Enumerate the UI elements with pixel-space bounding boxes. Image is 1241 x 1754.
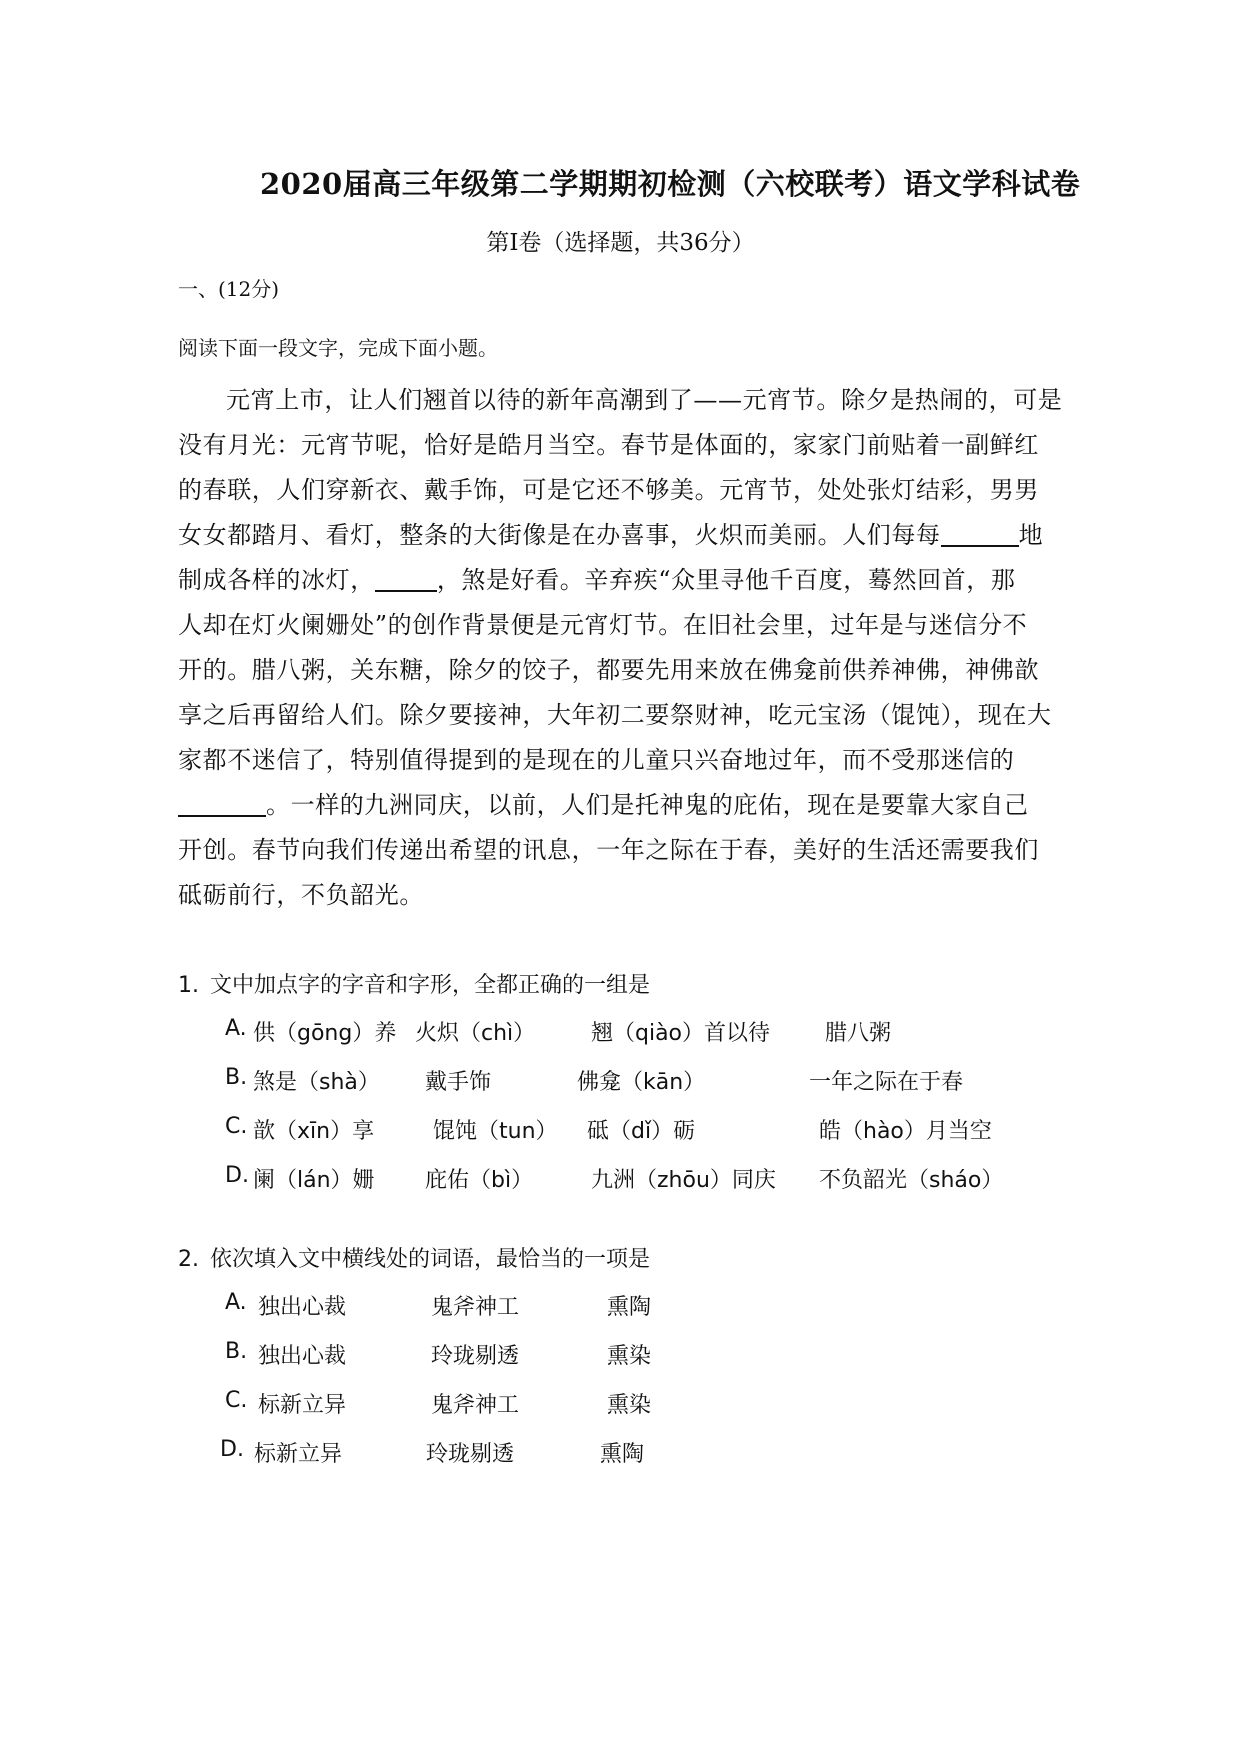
option-item: 标新立异 — [258, 1393, 347, 1418]
passage-line — [178, 513, 1063, 558]
option-item: 熏陶 — [607, 1295, 652, 1320]
q1-option-c[interactable] — [225, 1114, 1025, 1144]
option-letter: A. — [225, 1290, 247, 1315]
fill-blank-2 — [375, 564, 437, 592]
passage-line: 砥砺前行，不负韶光。 — [178, 881, 424, 909]
option-letter: D. — [220, 1437, 244, 1462]
option-item: 戴手饰 — [425, 1070, 492, 1095]
option-item: 皓（hào）月当空 — [819, 1119, 992, 1144]
section-label: 一、(12分) — [178, 277, 280, 301]
fill-blank-1 — [941, 519, 1019, 547]
option-letter: A. — [225, 1016, 247, 1041]
question-number: 1. — [178, 973, 199, 998]
question-text: 文中加点字的字音和字形，全都正确的一组是 — [210, 973, 651, 998]
passage-text: 制成各样的冰灯， — [178, 566, 375, 594]
option-item: 鬼斧神工 — [431, 1295, 520, 1320]
q2-option-a[interactable] — [225, 1290, 825, 1320]
option-item: 一年之际在于春 — [809, 1070, 964, 1095]
option-item: 九洲（zhōu）同庆 — [591, 1168, 776, 1193]
q2-option-b[interactable] — [225, 1339, 825, 1369]
passage-text: 。一样的九洲同庆，以前，人们是托神鬼的庇佑，现在是要靠大家自己 — [266, 791, 1029, 819]
passage-text: 地 — [1018, 521, 1044, 549]
option-item: 玲珑剔透 — [426, 1442, 515, 1467]
option-item: 独出心裁 — [258, 1295, 347, 1320]
q1-option-d[interactable] — [225, 1163, 1025, 1193]
option-item: 独出心裁 — [258, 1344, 347, 1369]
exam-subtitle: 第Ⅰ卷（选择题，共36分） — [486, 230, 755, 256]
question-2-stem — [178, 1242, 650, 1273]
q2-option-d[interactable] — [220, 1437, 820, 1467]
passage-line: 开创。春节向我们传递出希望的讯息，一年之际在于春，美好的生活还需要我们 — [178, 836, 1039, 864]
option-item: 熏染 — [607, 1393, 652, 1418]
option-item: 供（gōng）养 — [253, 1021, 397, 1046]
option-item: 熏陶 — [600, 1442, 645, 1467]
option-item: 腊八粥 — [825, 1021, 892, 1046]
q1-option-b[interactable] — [225, 1065, 1025, 1095]
option-item: 标新立异 — [254, 1442, 343, 1467]
option-letter: C. — [225, 1388, 248, 1413]
passage-line: 享之后再留给人们。除夕要接神，大年初二要祭财神，吃元宝汤（馄饨），现在大 — [178, 701, 1052, 729]
question-1-stem — [178, 968, 650, 999]
option-item: 佛龛（kān） — [577, 1070, 706, 1095]
option-item: 不负韶光（sháo） — [819, 1168, 1004, 1193]
passage-line: 的春联，人们穿新衣、戴手饰，可是它还不够美。元宵节，处处张灯结彩，男男 — [178, 476, 1039, 504]
exam-title: 2020届高三年级第二学期期初检测（六校联考）语文学科试卷 — [260, 167, 1081, 201]
option-item: 馄饨（tun） — [433, 1119, 558, 1144]
passage-line: 家都不迷信了，特别值得提到的是现在的儿童只兴奋地过年，而不受那迷信的 — [178, 746, 1015, 774]
option-item: 煞是（shà） — [253, 1070, 380, 1095]
passage-line — [178, 783, 1063, 828]
passage-text: ，煞是好看。辛弃疾“众里寻他千百度，蓦然回首，那 — [436, 566, 1016, 594]
option-item: 翘（qiào）首以待 — [591, 1021, 771, 1046]
option-letter: B. — [225, 1065, 248, 1090]
question-number: 2. — [178, 1247, 199, 1272]
fill-blank-3 — [178, 789, 266, 817]
option-item: 阑（lán）姗 — [253, 1168, 375, 1193]
passage-text: 女女都踏月、看灯，整条的大街像是在办喜事，火炽而美丽。人们每每 — [178, 521, 941, 549]
option-item: 熏染 — [607, 1344, 652, 1369]
section-instruction: 阅读下面一段文字，完成下面小题。 — [178, 336, 498, 360]
option-item: 鬼斧神工 — [431, 1393, 520, 1418]
passage-line: 人却在灯火阑姗处”的创作背景便是元宵灯节。在旧社会里，过年是与迷信分不 — [178, 611, 1028, 639]
option-item: 砥（dǐ）砺 — [587, 1119, 696, 1144]
q2-option-c[interactable] — [225, 1388, 825, 1418]
passage-line: 开的。腊八粥，关东糖，除夕的饺子，都要先用来放在佛龛前供养神佛，神佛歆 — [178, 656, 1039, 684]
passage-line: 没有月光：元宵节呢，恰好是皓月当空。春节是体面的，家家门前贴着一副鲜红 — [178, 431, 1039, 459]
reading-passage — [178, 378, 1063, 918]
option-letter: C. — [225, 1114, 248, 1139]
passage-line — [178, 558, 1063, 603]
option-item: 玲珑剔透 — [431, 1344, 520, 1369]
question-text: 依次填入文中横线处的词语，最恰当的一项是 — [210, 1247, 651, 1272]
passage-line: 元宵上市，让人们翘首以待的新年高潮到了——元宵节。除夕是热闹的，可是 — [226, 386, 1063, 414]
option-item: 歆（xīn）享 — [253, 1119, 375, 1144]
option-item: 庇佑（bì） — [425, 1168, 534, 1193]
option-item: 火炽（chì） — [415, 1021, 536, 1046]
q1-option-a[interactable] — [225, 1016, 1025, 1046]
option-letter: B. — [225, 1339, 248, 1364]
option-letter: D. — [225, 1163, 249, 1188]
